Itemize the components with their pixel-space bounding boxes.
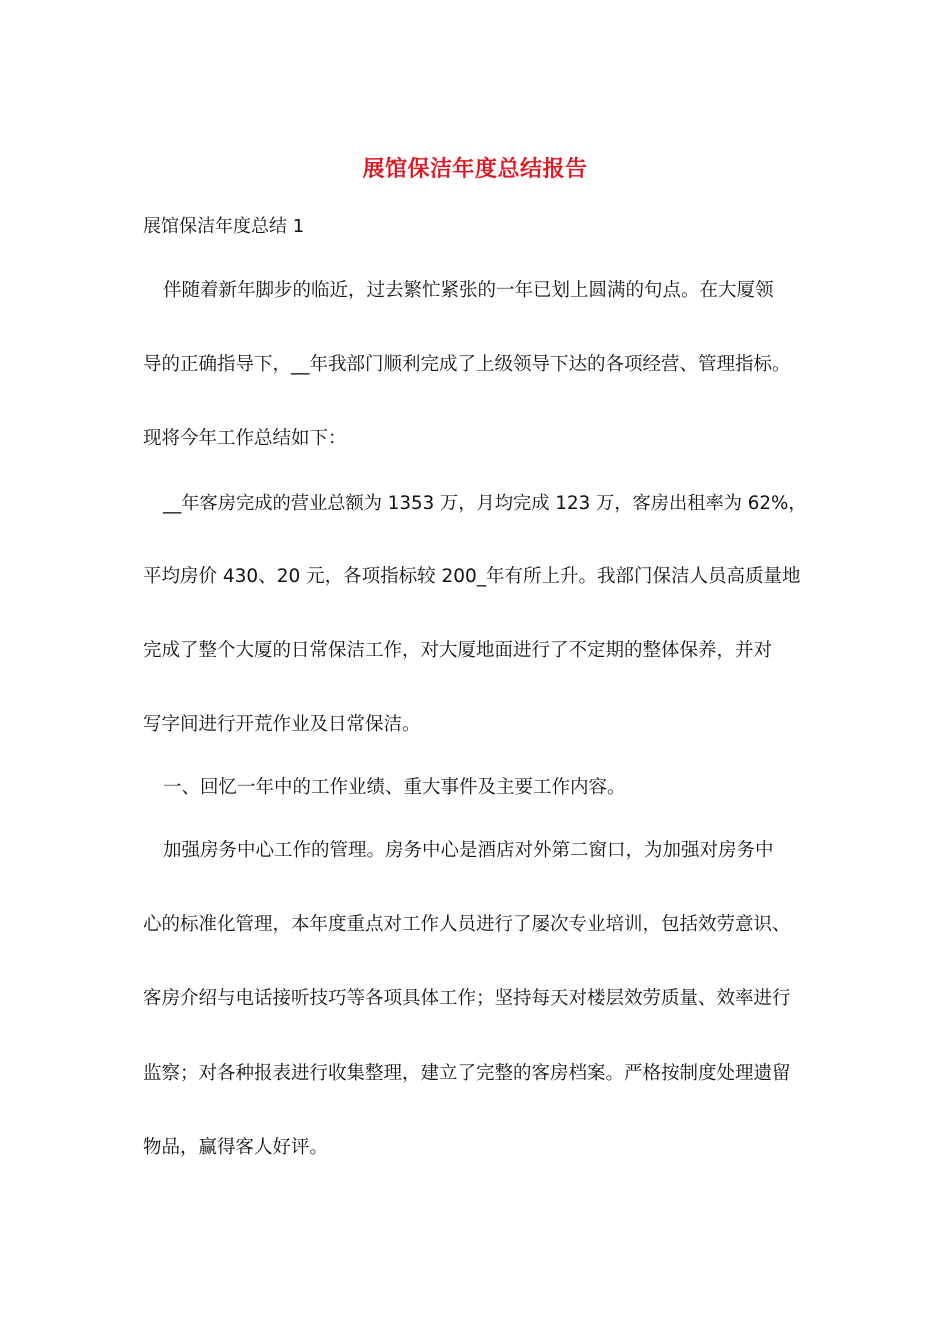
- paragraph-line: 心的标准化管理，本年度重点对工作人员进行了屡次专业培训，包括效劳意识、: [143, 914, 791, 935]
- paragraph-line: 客房介绍与电话接听技巧等各项具体工作；坚持每天对楼层效劳质量、效率进行: [143, 988, 791, 1009]
- paragraph-line: 导的正确指导下，__年我部门顺利完成了上级领导下达的各项经营、管理指标。: [143, 354, 791, 375]
- paragraph-line: 伴随着新年脚步的临近，过去繁忙紧张的一年已划上圆满的句点。在大厦领: [163, 280, 774, 301]
- paragraph-line: 完成了整个大厦的日常保洁工作，对大厦地面进行了不定期的整体保养，并对: [143, 640, 773, 661]
- section-heading: 展馆保洁年度总结 1: [143, 216, 305, 237]
- paragraph-line: 现将今年工作总结如下：: [143, 428, 347, 449]
- paragraph-line: __年客房完成的营业总额为 1353 万，月均完成 123 万，客房出租率为 62%，: [163, 493, 807, 514]
- paragraph-line: 写字间进行开荒作业及日常保洁。: [143, 714, 421, 735]
- paragraph-line: 加强房务中心工作的管理。房务中心是酒店对外第二窗口，为加强对房务中: [163, 840, 774, 861]
- paragraph-line: 平均房价 430、20 元，各项指标较 200_年有所上升。我部门保洁人员高质量地: [143, 566, 801, 587]
- paragraph-line: 物品，赢得客人好评。: [143, 1137, 329, 1158]
- paragraph-line: 监察；对各种报表进行收集整理，建立了完整的客房档案。严格按制度处理遗留: [143, 1063, 791, 1084]
- document-title: 展馆保洁年度总结报告: [362, 157, 588, 182]
- paragraph-line: 一、回忆一年中的工作业绩、重大事件及主要工作内容。: [163, 777, 626, 798]
